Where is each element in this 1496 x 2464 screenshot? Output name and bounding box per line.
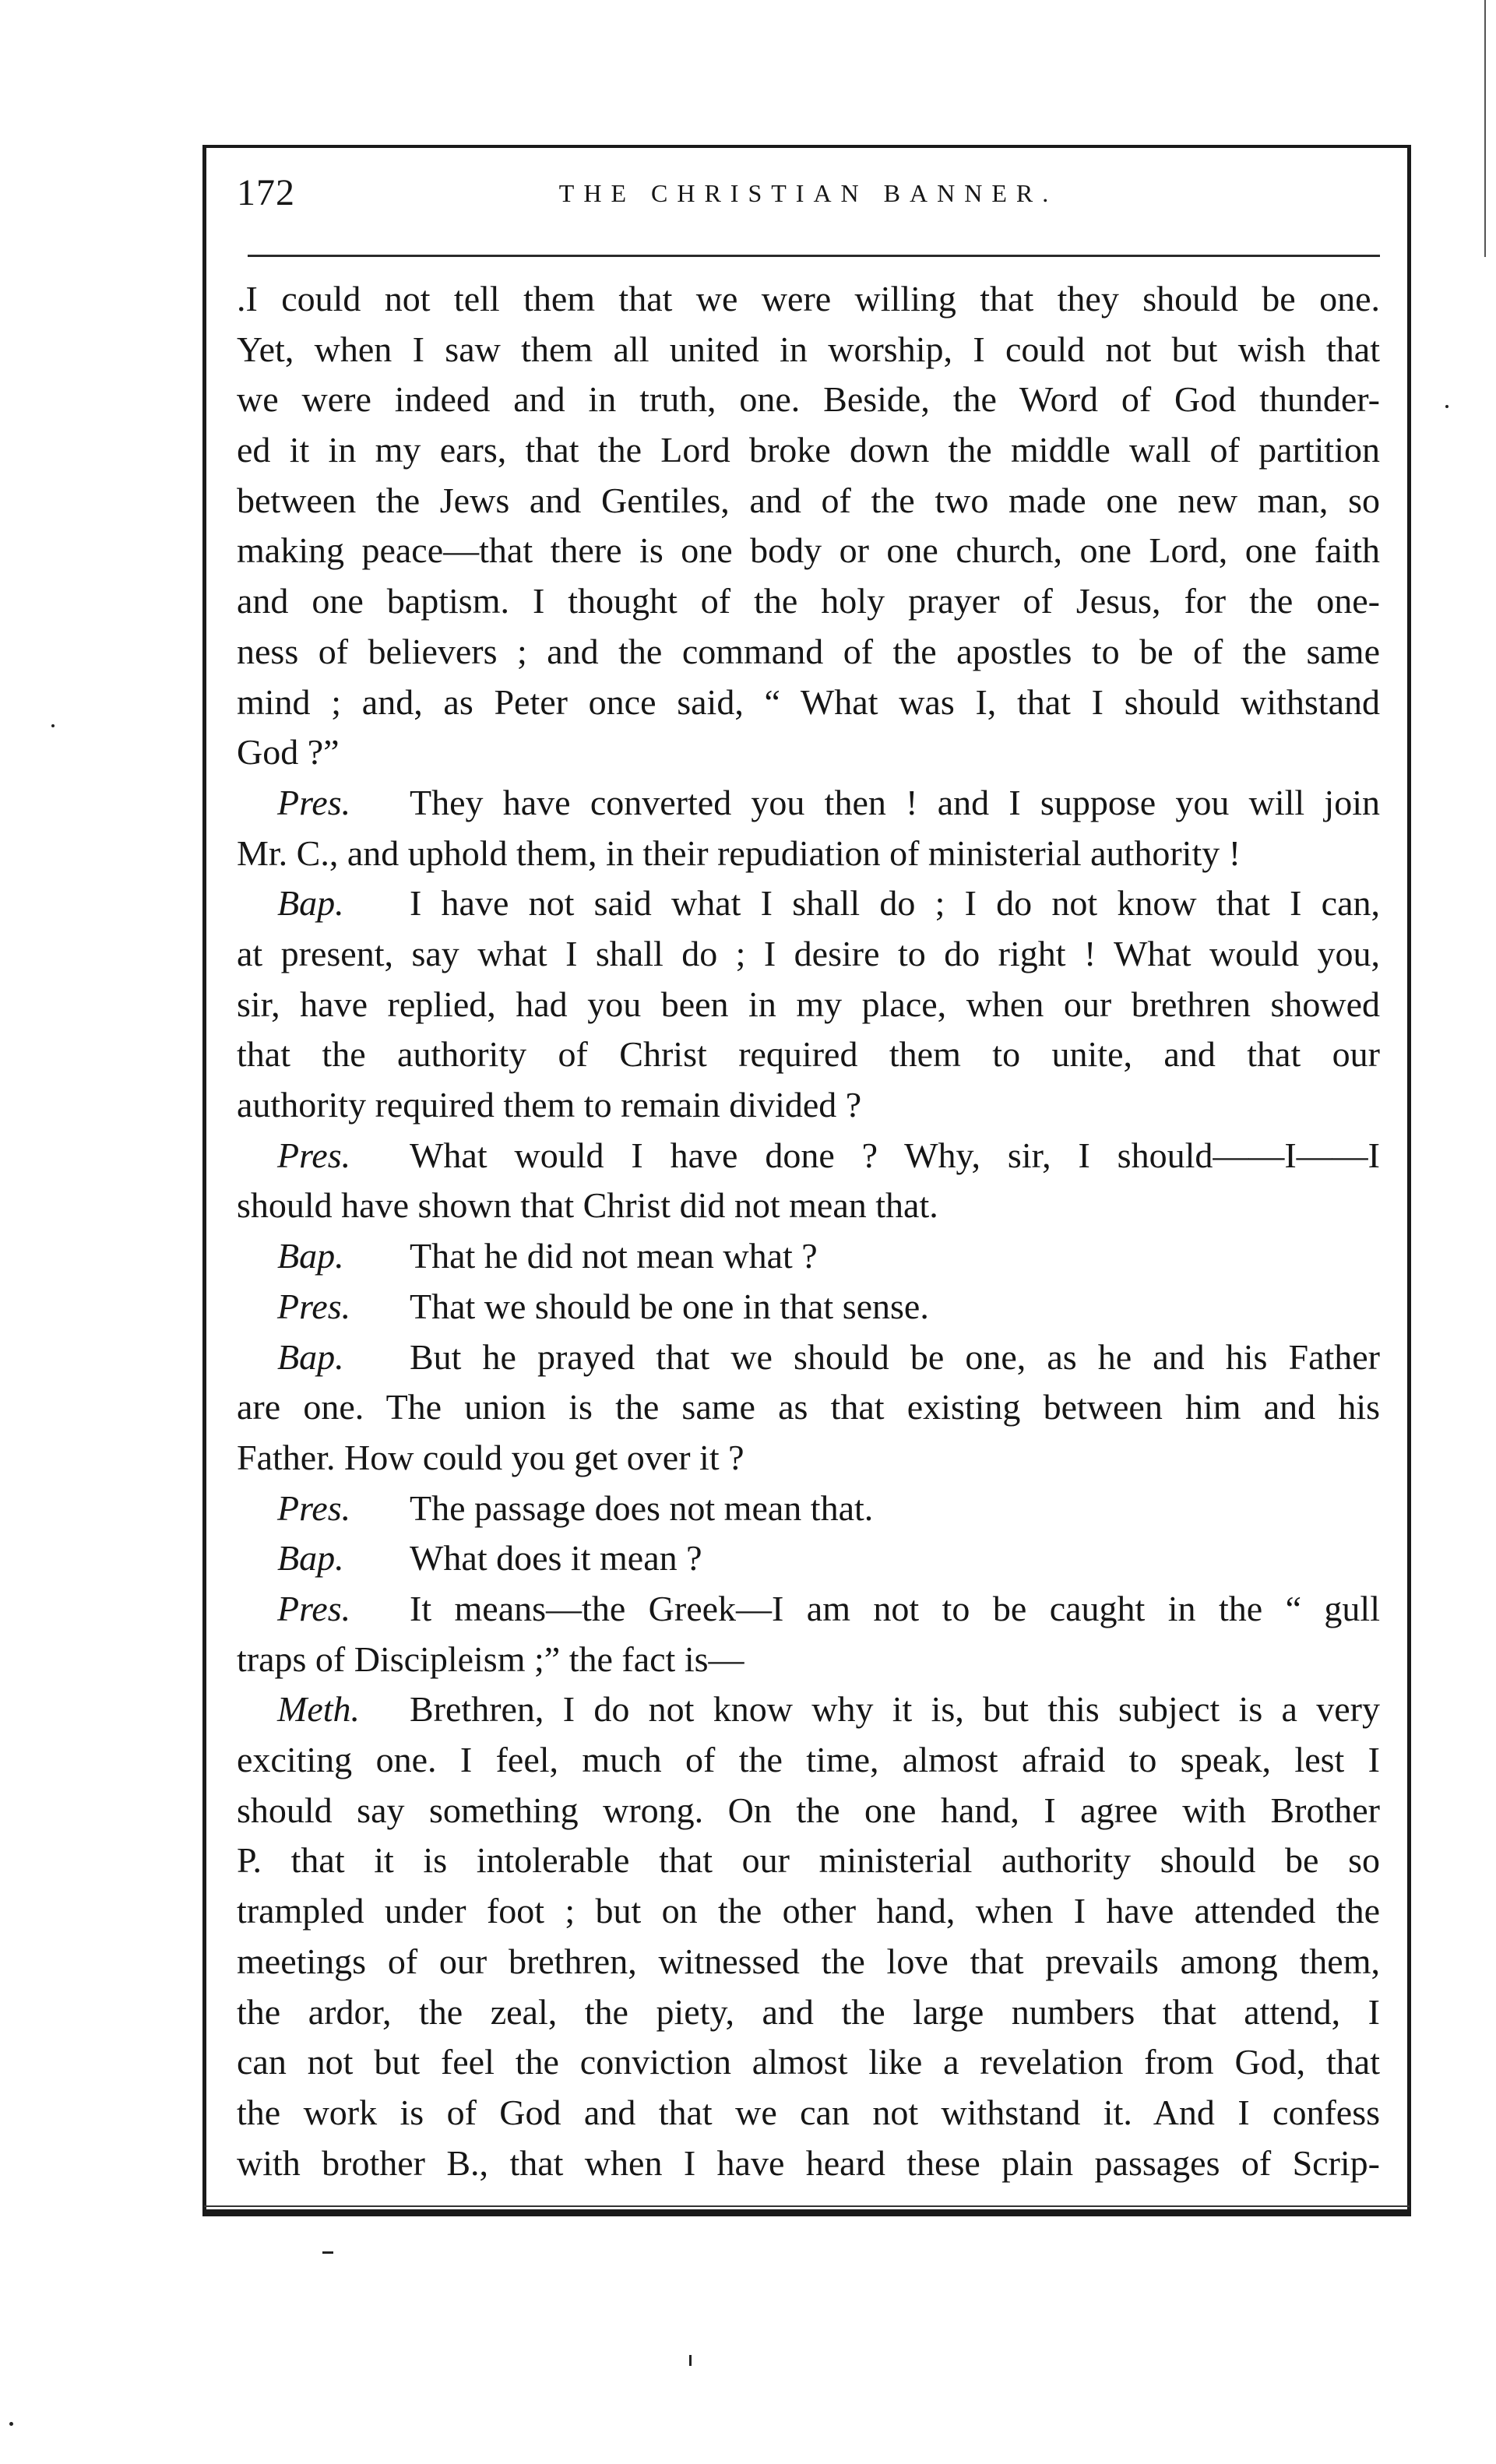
speech-text: They have converted you then ! and I suppose you will join — [410, 782, 1380, 822]
text-line: between the Jews and Gentiles, and of the two made one new man, so — [237, 480, 1380, 520]
speech-text: That we should be one in that sense. — [410, 1286, 929, 1326]
text-line: mind ; and, as Peter once said, “ What was I, that I should withstand — [237, 681, 1380, 722]
text-line: traps of Discipleism ;” the fact is— — [237, 1639, 744, 1679]
speech-text: What would I have done ? Why, sir, I should——I——I — [410, 1135, 1380, 1175]
running-title: THE CHRISTIAN BANNER. — [558, 179, 1058, 207]
text-line: ed it in my ears, that the Lord broke down the middle wall of partition — [237, 430, 1380, 470]
header-rule — [248, 255, 1380, 257]
page-number: 172 — [237, 172, 295, 213]
dialogue-line — [237, 1282, 1380, 1332]
speaker-label: Pres. — [277, 1487, 351, 1528]
text-line: making peace—that there is one body or one church, one Lord, one faith — [237, 530, 1380, 571]
text-line: .I could not tell them that we were willing that they should be one. — [237, 279, 1380, 319]
speech-text: Brethren, I do not know why it is, but this subject is a very — [410, 1689, 1380, 1730]
text-line: that the authority of Christ required them to unite, and that our — [237, 1034, 1380, 1075]
text-line: Mr. C., and uphold them, in their repudiation of ministerial authority ! — [237, 832, 1241, 873]
text-line: we were indeed and in truth, one. Beside, the Word of God thunder- — [237, 379, 1380, 420]
speaker-label: Pres. — [277, 1286, 351, 1326]
speech-text: That he did not mean what ? — [410, 1236, 818, 1276]
speaker-label: Bap. — [277, 883, 344, 924]
dialogue-line — [237, 1131, 1380, 1181]
dialogue-line — [237, 1484, 1380, 1534]
text-line: should say something wrong. On the one hand, I agree with Brother — [237, 1790, 1380, 1830]
speech-text: But he prayed that we should be one, as he and his Father — [410, 1336, 1380, 1377]
text-line: ness of believers ; and the command of the apostles to be of the same — [237, 631, 1380, 671]
text-line: the work is of God and that we can not withstand it. And I confess — [237, 2092, 1380, 2132]
text-line: are one. The union is the same as that existing between him and his — [237, 1387, 1380, 1427]
dialogue-line — [237, 878, 1380, 929]
speech-text: The passage does not mean that. — [410, 1487, 874, 1528]
speaker-label: Pres. — [277, 782, 351, 822]
text-line: and one baptism. I thought of the holy prayer of Jesus, for the one- — [237, 581, 1380, 621]
speaker-label: Pres. — [277, 1589, 351, 1628]
text-line: trampled under foot ; but on the other hand, when I have attended the — [237, 1891, 1380, 1931]
speaker-label: Bap. — [277, 1336, 344, 1377]
text-line: with brother B., that when I have heard these plain passages of Scrip- — [237, 2142, 1380, 2183]
dialogue-line — [237, 1584, 1380, 1635]
border-double-rule — [204, 2205, 1410, 2207]
text-line: P. that it is intolerable that our ministerial authority should be so — [237, 1840, 1380, 1881]
text-line: exciting one. I feel, much of the time, almost afraid to speak, lest I — [237, 1740, 1380, 1780]
scan-speck — [322, 2251, 333, 2254]
text-line: should have shown that Christ did not mean that. — [237, 1185, 938, 1226]
text-line: Yet, when I saw them all united in worship, I could not but wish that — [237, 329, 1380, 369]
speech-text: What does it mean ? — [410, 1538, 702, 1579]
speaker-label: Meth. — [277, 1689, 361, 1730]
page-edge-line — [1484, 0, 1486, 257]
text-line: authority required them to remain divided ? — [237, 1085, 862, 1125]
dialogue-line — [237, 1684, 1380, 1735]
text-line: can not but feel the conviction almost like a revelation from God, that — [237, 2042, 1380, 2082]
speech-text: I have not said what I shall do ; I do not know that I can, — [410, 883, 1380, 924]
scan-speck — [1445, 405, 1448, 408]
speaker-label: Pres. — [277, 1135, 351, 1175]
text-line: sir, have replied, had you been in my place, when our brethren showed — [237, 984, 1380, 1024]
text-line: God ?” — [237, 732, 340, 773]
text-line: meetings of our brethren, witnessed the love that prevails among them, — [237, 1941, 1380, 1981]
text-line: at present, say what I shall do ; I desire to do right ! What would you, — [237, 933, 1380, 973]
scan-speck — [689, 2355, 692, 2366]
page-header — [237, 171, 1380, 226]
dialogue-line — [237, 1231, 1380, 1282]
text-line: Father. How could you get over it ? — [237, 1437, 744, 1477]
dialogue-line — [237, 1533, 1380, 1584]
speech-text: It means—the Greek—I am not to be caught in the “ gull — [410, 1589, 1380, 1628]
scan-speck — [9, 2422, 13, 2426]
dialogue-line — [237, 778, 1380, 829]
text-line: the ardor, the zeal, the piety, and the large numbers that attend, I — [237, 1991, 1380, 2032]
body-text — [237, 274, 1380, 2188]
speaker-label: Bap. — [277, 1236, 344, 1276]
dialogue-line — [237, 1332, 1380, 1383]
scan-speck — [51, 724, 55, 727]
speaker-label: Bap. — [277, 1538, 344, 1579]
